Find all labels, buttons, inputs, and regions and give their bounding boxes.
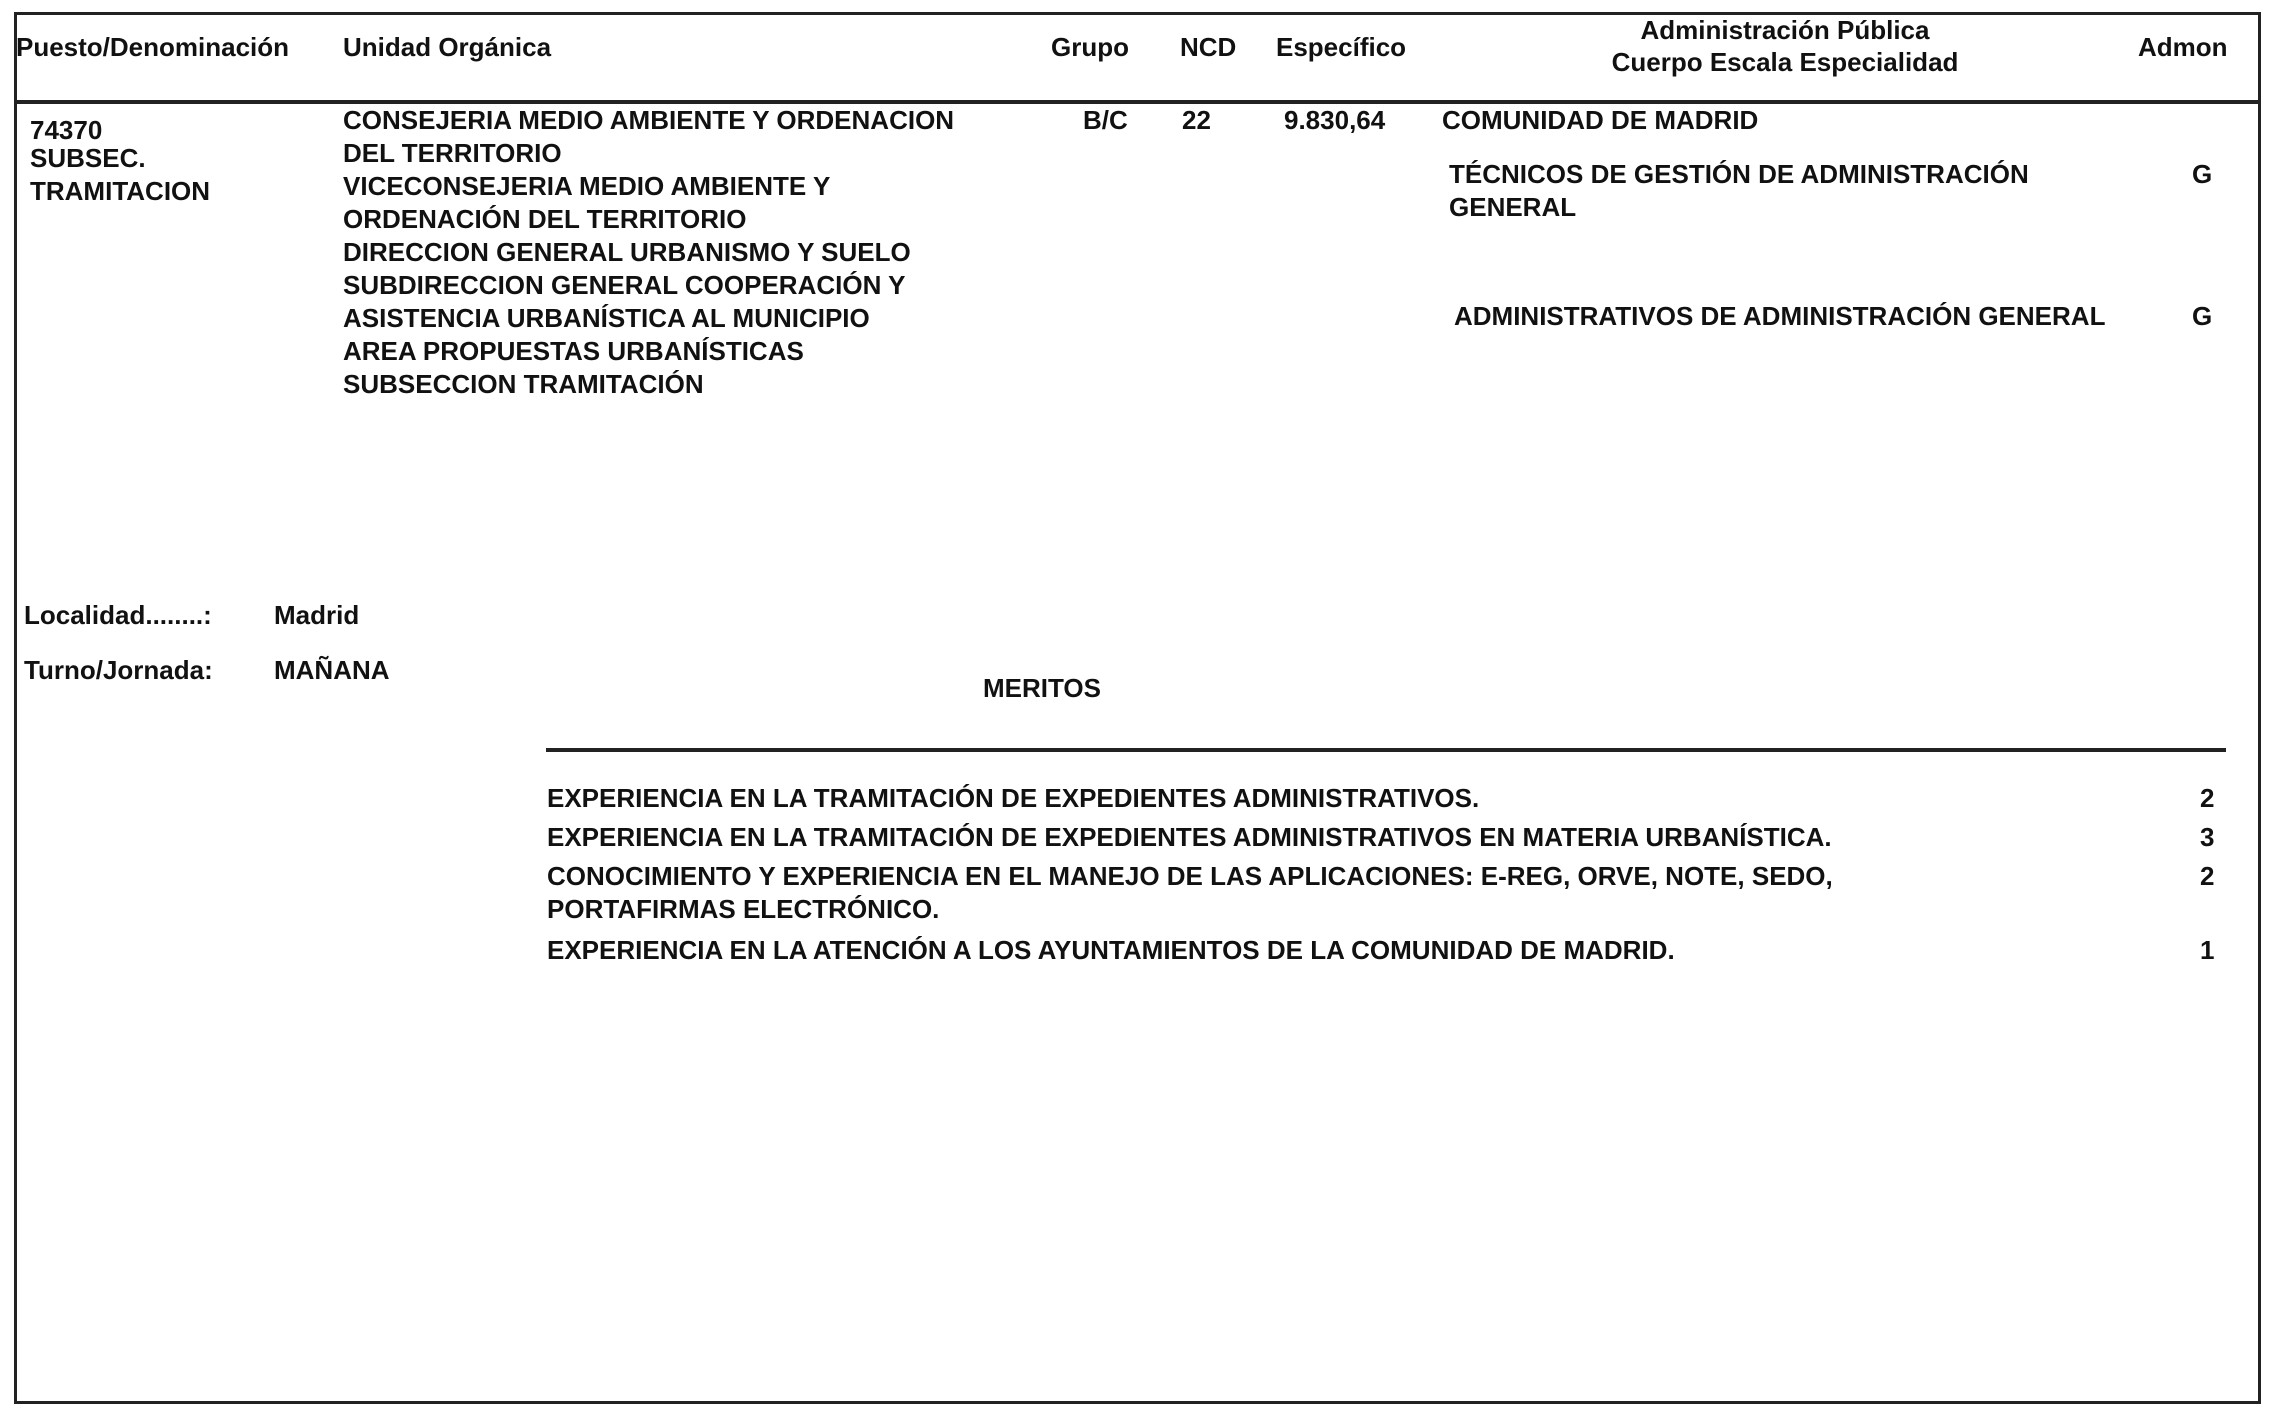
header-cuerpo-escala: Cuerpo Escala Especialidad: [1611, 47, 1959, 77]
unidad-organica: [343, 104, 954, 401]
merito-text: EXPERIENCIA EN LA TRAMITACIÓN DE EXPEDIENTES ADMINISTRATIVOS.: [547, 783, 1480, 813]
cuerpo-admon: G: [2192, 301, 2213, 331]
puesto-denominacion-2: TRAMITACION: [30, 176, 211, 206]
merito-text: EXPERIENCIA EN LA ATENCIÓN A LOS AYUNTAMIENTOS DE LA COMUNIDAD DE MADRID.: [547, 935, 1675, 965]
unidad-line: CONSEJERIA MEDIO AMBIENTE Y ORDENACION: [343, 105, 955, 135]
unidad-line: DEL TERRITORIO: [343, 138, 562, 168]
unidad-line: DIRECCION GENERAL URBANISMO Y SUELO: [343, 237, 911, 267]
meritos-title: MERITOS: [983, 673, 1101, 703]
merito-text: CONOCIMIENTO Y EXPERIENCIA EN EL MANEJO DE LAS APLICACIONES: E-REG, ORVE, NOTE, SEDO,: [547, 861, 1833, 891]
cuerpo-line: ADMINISTRATIVOS DE ADMINISTRACIÓN GENERAL: [1454, 301, 2106, 331]
localidad-label: Localidad........:: [24, 600, 212, 630]
merito-points: 3: [2200, 822, 2215, 852]
localidad-value: Madrid: [274, 600, 360, 630]
ncd-value: 22: [1182, 105, 1211, 135]
unidad-line: VICECONSEJERIA MEDIO AMBIENTE Y: [343, 171, 831, 201]
cuerpo-admon: G: [2192, 159, 2213, 189]
unidad-line: ASISTENCIA URBANÍSTICA AL MUNICIPIO: [343, 303, 870, 333]
header-unidad: Unidad Orgánica: [343, 32, 552, 62]
puesto-denominacion-1: SUBSEC.: [30, 143, 146, 173]
unidad-line: SUBDIRECCION GENERAL COOPERACIÓN Y: [343, 270, 906, 300]
cuerpo-line: TÉCNICOS DE GESTIÓN DE ADMINISTRACIÓN: [1449, 159, 2029, 189]
header-ncd: NCD: [1180, 32, 1237, 62]
merito-points: 1: [2200, 935, 2215, 965]
header-admin-publica: Administración Pública: [1640, 15, 1930, 45]
merito-text-cont: PORTAFIRMAS ELECTRÓNICO.: [547, 894, 940, 924]
especifico-value: 9.830,64: [1284, 105, 1386, 135]
unidad-line: SUBSECCION TRAMITACIÓN: [343, 369, 704, 399]
header-admon: Admon: [2138, 32, 2228, 62]
turno-value: MAÑANA: [274, 655, 390, 685]
merito-points: 2: [2200, 861, 2215, 891]
header-especifico: Específico: [1276, 32, 1407, 62]
merito-points: 2: [2200, 783, 2215, 813]
grupo-value: B/C: [1083, 105, 1128, 135]
unidad-line: ORDENACIÓN DEL TERRITORIO: [343, 204, 747, 234]
header-grupo: Grupo: [1051, 32, 1129, 62]
merito-text: EXPERIENCIA EN LA TRAMITACIÓN DE EXPEDIENTES ADMINISTRATIVOS EN MATERIA URBANÍSTICA.: [547, 822, 1832, 852]
puesto-codigo: 74370: [30, 115, 103, 145]
cuerpo-line: GENERAL: [1449, 192, 1577, 222]
header-puesto: Puesto/Denominación: [16, 32, 290, 62]
unidad-line: AREA PROPUESTAS URBANÍSTICAS: [343, 336, 804, 366]
meritos-divider: [546, 748, 2226, 752]
turno-label: Turno/Jornada:: [24, 655, 213, 685]
administracion-value: COMUNIDAD DE MADRID: [1442, 105, 1759, 135]
